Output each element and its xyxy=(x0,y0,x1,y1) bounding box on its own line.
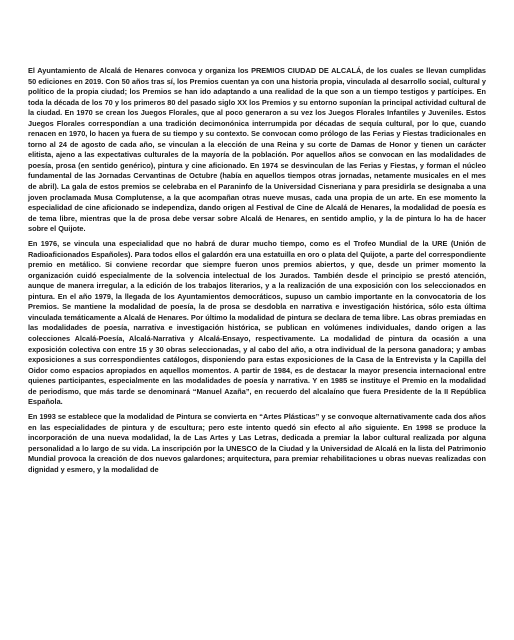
paragraph-history-1993: En 1993 se establece que la modalidad de Pintura se convierta en “Artes Plásticas” y se convoque alternativamente cada dos años en las especialidades de pintura y de escultura; pero este intento quedó sin efecto al año siguiente. En 1998 se produce la incorporación de una nueva modalidad, la de Las Artes y Las Letras, dedicada a premiar la labor cultural realizada por alguna personalidad a lo largo de su vida. La inscripción por la UNESCO de la Ciudad y la Universidad de Alcalá en la lista del Patrimonio Mundial provoca la creación de dos nuevos galardones; arquitectura, para premiar rehabilitaciones u obras nuevas realizadas con dignidad y esmero, y la modalidad de xyxy=(28,412,486,474)
document-body xyxy=(28,66,486,475)
paragraph-history-1976: En 1976, se vincula una especialidad que no habrá de durar mucho tiempo, como es el Trofeo Mundial de la URE (Unión de Radioaficionados Españoles). Para todos ellos el galardón era una estatuilla en oro o plata del Quijote, a parte del correspondiente premio en metálico. Si conviene recordar que siempre fueron unos premios abiertos, y que, desde un primer momento la organización cuidó especialmente de la solvencia intelectual de los Jurados. También desde el principio se prestó atención, aunque de manera irregular, a la edición de los trabajos literarios, y a la realización de una exposición con los seleccionados en pintura. En el año 1979, la llegada de los Ayuntamientos democráticos, supuso un cambio importante en la convocatoria de los Premios. Se mantiene la modalidad de poesía, la de prosa se desdobla en narrativa e investigación histórica, sólo esta última vinculada temáticamente a Alcalá de Henares. Por último la modalidad de pintura se declara de tema libre. Las obras premiadas en las modalidades de poesía, narrativa e investigación histórica, se publican en volúmenes individuales, dando origen a las colecciones Alcalá-Poesía, Alcalá-Narrativa y Alcalá-Ensayo, respectivamente. La modalidad de pintura da ocasión a una exposición colectiva con entre 15 y 30 obras seleccionadas, y al cabo del año, a otra individual de la persona ganadora; y ambas exposiciones a sus correspondientes catálogos, disponiendo para estas exposiciones de la Casa de la Entrevista y la Capilla del Oidor como espacios apropiados en aquellos momentos. A partir de 1984, es de destacar la mayor presencia internacional entre quienes participantes, especialmente en las modalidades de poesía y narrativa. Y en 1985 se instituye el Premio en la modalidad de periodismo, que más tarde se denominará “Manuel Azaña”, en recuerdo del alcalaíno que fuera Presidente de la II República Española. xyxy=(28,239,486,407)
paragraph-history-intro: El Ayuntamiento de Alcalá de Henares convoca y organiza los PREMIOS CIUDAD DE ALCALÁ, de los cuales se llevan cumplidas 50 ediciones en 2019. Con 50 años tras sí, los Premios cuentan ya con una historia propia, vinculada al desarrollo social, cultural y político de la propia ciudad; los Premios se han ido adaptando a una realidad de la que son a un tiempo testigos y partícipes. En toda la década de los 70 y los primeros 80 del pasado siglo XX los Premios y su entorno suponían la principal actividad cultural de la ciudad. En 1970 se crean los Juegos Florales, que al poco generaron a su vez los Juegos Florales Infantiles y Juveniles. Estos Juegos Florales correspondían a una tradición decimonónica interrumpida por décadas de sequía cultural, por lo que, cuando renacen en 1970, lo hacen ya fuera de su tiempo y su contexto. Se convocan como prólogo de las Ferias y Fiestas tradicionales en torno al 24 de agosto de cada año, se vinculan a la elección de una Reina y su corte de Damas de Honor y tienen un carácter elitista, ajeno a las expectativas culturales de la mayoría de la población. Por aquellos años se convocan en las modalidades de poesía, prosa (en sentido genérico), pintura y cine aficionado. En 1974 se desvinculan de las Ferias y Fiestas, y forman el núcleo fundamental de las Jornadas Cervantinas de Octubre (había en aquellos tiempos otras jornadas, netamente musicales en el mes de abril). La gala de estos premios se celebraba en el Paraninfo de la Universidad Cisneriana y para presidirla se designaba a una joven proclamada Musa Complutense, a la que acompañan otras nueve musas, cada una propia de un arte. En ese momento la especialidad de cine aficionado se independiza, dando origen al Festival de Cine de Alcalá de Henares, la modalidad de poesía es de tema libre, mientras que la de prosa debe versar sobre Alcalá de Henares, en sentido amplio, y la de pintura lo ha de hacer sobre el Quijote. xyxy=(28,66,486,234)
